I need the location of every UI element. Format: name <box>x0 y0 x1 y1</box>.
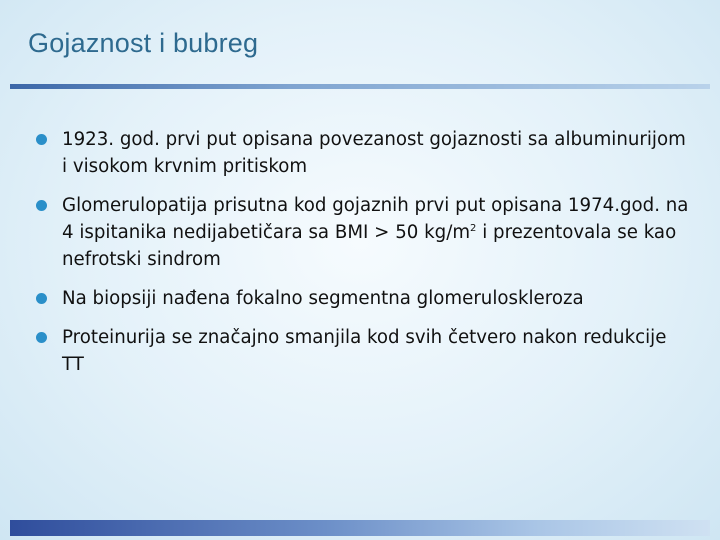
bullet-list <box>32 126 692 390</box>
bullet-text: Na biopsiji nađena fokalno segmentna glomeruloskleroza <box>62 288 584 309</box>
bullet-dot-icon <box>36 134 47 145</box>
bullet-item <box>32 324 692 378</box>
bullet-text: Glomerulopatija prisutna kod gojaznih prvi put opisana 1974.god. na 4 ispitanika nedijabetičara sa BMI > 50 kg/m <box>62 195 689 243</box>
bullet-item <box>32 126 692 180</box>
footer-accent-bar <box>10 520 710 536</box>
bullet-text: Proteinurija se značajno smanjila kod svih četvero nakon redukcije TT <box>62 327 667 375</box>
bullet-dot-icon <box>36 200 47 211</box>
slide-title: Gojaznost i bubreg <box>28 28 259 58</box>
bullet-dot-icon <box>36 332 47 343</box>
bullet-text: 1923. god. prvi put opisana povezanost gojaznosti sa albuminurijom i visokom krvnim pritiskom <box>62 129 686 177</box>
bullet-text-continued: i prezentovala se kao nefrotski sindrom <box>62 222 677 270</box>
superscript: 2 <box>470 222 477 234</box>
bullet-item <box>32 285 692 312</box>
bullet-item <box>32 192 692 273</box>
bullet-dot-icon <box>36 293 47 304</box>
title-underline <box>10 84 710 89</box>
